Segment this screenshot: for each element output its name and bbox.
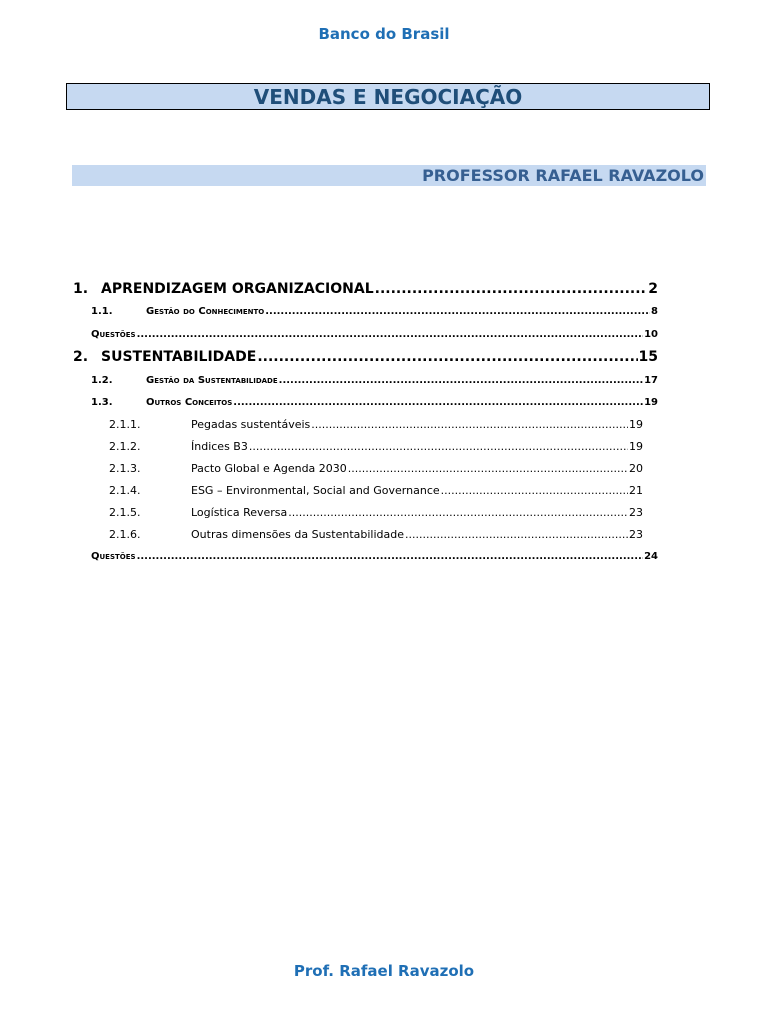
toc-leader-dots — [137, 551, 644, 562]
toc-entry-number: 1.3. — [91, 397, 113, 408]
toc-leader-dots — [265, 306, 650, 317]
toc-leader-dots — [288, 506, 628, 519]
toc-leader-dots — [405, 528, 628, 541]
toc-entry-label: Gestão do Conhecimento — [146, 306, 265, 317]
toc-entry-page: 2 — [648, 281, 658, 297]
toc-entry[interactable] — [109, 506, 643, 519]
toc-entry[interactable] — [109, 462, 643, 475]
toc-entry-label: SUSTENTABILIDADE — [101, 349, 257, 365]
toc-entry-number: 2.1.6. — [109, 528, 141, 541]
toc-leader-dots — [311, 418, 628, 431]
toc-leader-dots — [233, 397, 643, 408]
toc-entry-page: 19 — [629, 418, 643, 431]
toc-entry[interactable] — [91, 551, 658, 562]
toc-entry[interactable] — [109, 528, 643, 541]
toc-entry-page: 23 — [629, 506, 643, 519]
toc-entry-label: Gestão da Sustentabilidade — [146, 375, 278, 386]
toc-entry-label: Questões — [91, 551, 136, 562]
toc-entry-page: 8 — [651, 306, 658, 317]
toc-entry-page: 24 — [644, 551, 658, 562]
toc-entry-label: Pegadas sustentáveis — [191, 418, 311, 431]
toc-entry[interactable] — [91, 375, 658, 386]
toc-entry-page: 19 — [644, 397, 658, 408]
toc-leader-dots — [249, 440, 628, 453]
toc-entry-label: ESG – Environmental, Social and Governance — [191, 484, 440, 497]
toc-entry[interactable] — [91, 306, 658, 317]
toc-entry[interactable] — [91, 397, 658, 408]
toc-entry-label: Outros Conceitos — [146, 397, 233, 408]
toc-entry-page: 19 — [629, 440, 643, 453]
toc-entry-number: 2.1.3. — [109, 462, 141, 475]
toc-entry-page: 17 — [644, 375, 658, 386]
toc-leader-dots — [348, 462, 628, 475]
document-footer: Prof. Rafael Ravazolo — [293, 962, 475, 980]
toc-leader-dots — [279, 375, 643, 386]
toc-entry-label: APRENDIZAGEM ORGANIZACIONAL — [101, 281, 374, 297]
toc-entry[interactable] — [109, 440, 643, 453]
toc-entry[interactable] — [73, 281, 658, 297]
document-title: VENDAS E NEGOCIAÇÃO — [66, 83, 710, 110]
toc-entry-number: 2.1.1. — [109, 418, 141, 431]
toc-entry[interactable] — [73, 349, 658, 365]
toc-entry[interactable] — [109, 484, 643, 497]
toc-entry-label: Logística Reversa — [191, 506, 288, 519]
toc-leader-dots — [441, 484, 628, 497]
toc-entry-label: Pacto Global e Agenda 2030 — [191, 462, 347, 475]
toc-entry[interactable] — [91, 329, 658, 340]
toc-entry[interactable] — [109, 418, 643, 431]
toc-leader-dots — [375, 281, 648, 297]
toc-entry-page: 15 — [638, 349, 658, 365]
toc-entry-label: Índices B3 — [191, 440, 248, 453]
toc-entry-number: 1.2. — [91, 375, 113, 386]
toc-entry-number: 2.1.4. — [109, 484, 141, 497]
toc-entry-number: 2.1.2. — [109, 440, 141, 453]
toc-entry-number: 2. — [73, 349, 89, 365]
toc-entry-label: Outras dimensões da Sustentabilidade — [191, 528, 405, 541]
toc-leader-dots — [137, 329, 644, 340]
toc-entry-page: 23 — [629, 528, 643, 541]
toc-entry-number: 1. — [73, 281, 89, 297]
toc-entry-label: Questões — [91, 329, 136, 340]
toc-entry-page: 20 — [629, 462, 643, 475]
toc-entry-number: 2.1.5. — [109, 506, 141, 519]
toc-entry-page: 10 — [644, 329, 658, 340]
professor-banner: PROFESSOR RAFAEL RAVAZOLO — [72, 165, 706, 186]
toc-entry-number: 1.1. — [91, 306, 113, 317]
document-header: Banco do Brasil — [318, 25, 450, 43]
toc-leader-dots — [257, 349, 637, 365]
toc-entry-page: 21 — [629, 484, 643, 497]
